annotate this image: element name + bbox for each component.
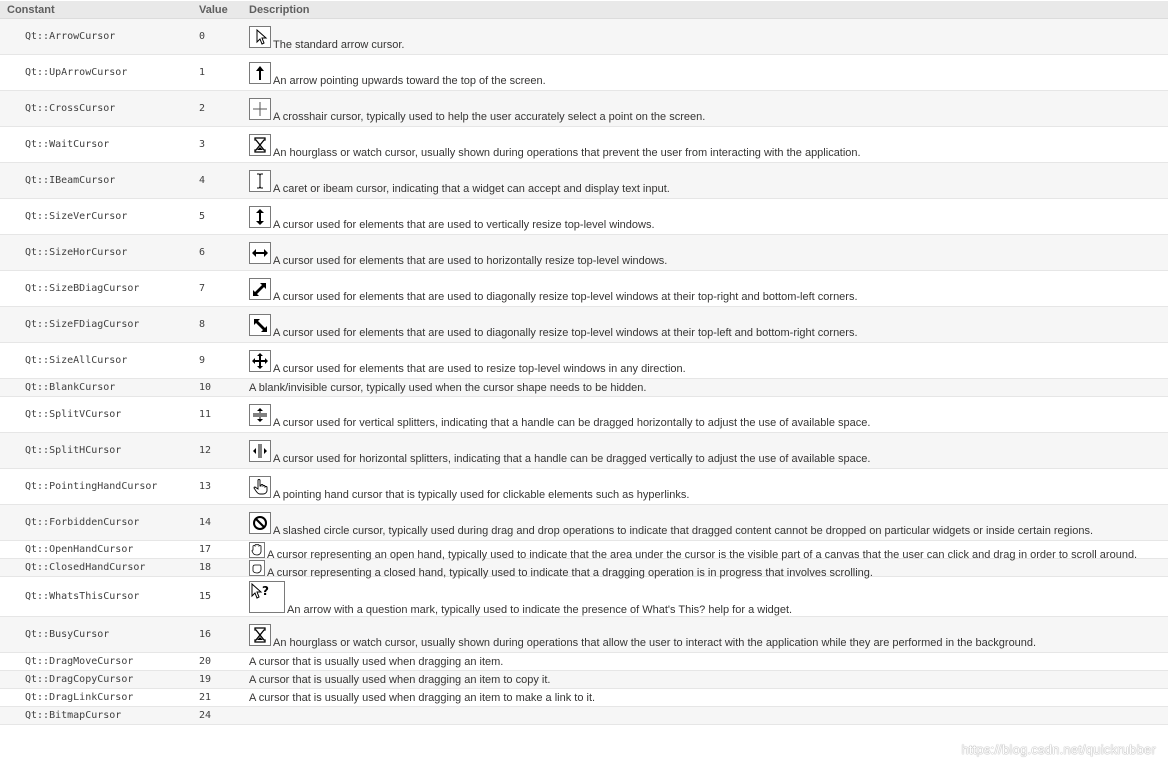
split-v-cursor-icon xyxy=(249,404,271,426)
description-text: A cursor used for elements that are used to horizontally resize top-level windows. xyxy=(273,254,668,267)
pointing-hand-cursor-icon xyxy=(249,476,271,498)
table-row xyxy=(0,127,1168,163)
value-cell: 5 xyxy=(197,199,247,235)
constant-cell: Qt::DragCopyCursor xyxy=(0,671,197,689)
description-text: The standard arrow cursor. xyxy=(273,38,405,51)
description-text: An arrow with a question mark, typically used to indicate the presence of What's This? help for a widget. xyxy=(287,603,793,616)
hourglass-cursor-icon xyxy=(249,134,271,156)
constant-cell: Qt::BlankCursor xyxy=(0,379,197,397)
table-row xyxy=(0,343,1168,379)
constant-cell: Qt::SizeVerCursor xyxy=(0,199,197,235)
constant-cell: Qt::DragMoveCursor xyxy=(0,653,197,671)
constant-cell: Qt::SplitHCursor xyxy=(0,433,197,469)
busy-cursor-icon xyxy=(249,624,271,646)
description-text: An hourglass or watch cursor, usually shown during operations that prevent the user from interacting with the application. xyxy=(273,146,861,159)
description-cell: A cursor that is usually used when dragging an item to make a link to it. xyxy=(247,689,1168,707)
size-vertical-cursor-icon xyxy=(249,206,271,228)
description-cell: A cursor that is usually used when dragging an item. xyxy=(247,653,1168,671)
description-text: A cursor representing an open hand, typically used to indicate that the area under the cursor is the visible part of a canvas that the user can click and drag in order to scroll around. xyxy=(267,548,1138,561)
table-row xyxy=(0,235,1168,271)
table-row xyxy=(0,271,1168,307)
constant-cell: Qt::SplitVCursor xyxy=(0,397,197,433)
table-row xyxy=(0,505,1168,541)
description-text: A slashed circle cursor, typically used during drag and drop operations to indicate that dragged content cannot be dropped on particular widgets or inside certain regions. xyxy=(273,524,1093,537)
table-row xyxy=(0,163,1168,199)
description-cell xyxy=(247,235,1168,271)
table-header-row xyxy=(0,1,1168,19)
up-arrow-cursor-icon xyxy=(249,62,271,84)
value-cell: 11 xyxy=(197,397,247,433)
ibeam-cursor-icon xyxy=(249,170,271,192)
description-text: A cursor used for horizontal splitters, indicating that a handle can be dragged vertically to adjust the use of available space. xyxy=(273,452,871,465)
size-bdiag-cursor-icon xyxy=(249,278,271,300)
table-row xyxy=(0,541,1168,559)
whats-this-cursor-icon xyxy=(249,581,285,613)
svg-text:?: ? xyxy=(262,583,269,598)
value-cell: 0 xyxy=(197,19,247,55)
constant-cell: Qt::WaitCursor xyxy=(0,127,197,163)
value-cell: 18 xyxy=(197,559,247,577)
table-row xyxy=(0,397,1168,433)
description-text: A crosshair cursor, typically used to help the user accurately select a point on the screen. xyxy=(273,110,706,123)
value-cell: 13 xyxy=(197,469,247,505)
description-cell xyxy=(247,199,1168,235)
description-cell xyxy=(247,541,1168,559)
constant-cell: Qt::CrossCursor xyxy=(0,91,197,127)
constant-cell: Qt::SizeBDiagCursor xyxy=(0,271,197,307)
description-text: A cursor used for elements that are used to resize top-level windows in any direction. xyxy=(273,362,686,375)
value-cell: 21 xyxy=(197,689,247,707)
open-hand-cursor-icon xyxy=(249,542,265,558)
split-h-cursor-icon xyxy=(249,440,271,462)
description-text: A pointing hand cursor that is typically used for clickable elements such as hyperlinks. xyxy=(273,488,690,501)
header-constant: Constant xyxy=(0,1,197,19)
constant-cell: Qt::DragLinkCursor xyxy=(0,689,197,707)
description-cell xyxy=(247,559,1168,577)
description-text: A cursor used for elements that are used to diagonally resize top-level windows at their top-right and bottom-left corners. xyxy=(273,290,858,303)
table-row xyxy=(0,19,1168,55)
description-cell xyxy=(247,433,1168,469)
value-cell: 1 xyxy=(197,55,247,91)
value-cell: 6 xyxy=(197,235,247,271)
size-all-cursor-icon xyxy=(249,350,271,372)
description-text: An hourglass or watch cursor, usually shown during operations that allow the user to interact with the application while they are performed in the background. xyxy=(273,636,1037,649)
description-cell xyxy=(247,55,1168,91)
table-row xyxy=(0,55,1168,91)
description-text: A cursor used for elements that are used to vertically resize top-level windows. xyxy=(273,218,655,231)
description-cell xyxy=(247,19,1168,55)
description-cell xyxy=(247,163,1168,199)
table-row xyxy=(0,707,1168,725)
table-row xyxy=(0,433,1168,469)
forbidden-cursor-icon xyxy=(249,512,271,534)
value-cell: 3 xyxy=(197,127,247,163)
value-cell: 2 xyxy=(197,91,247,127)
description-cell xyxy=(247,577,1168,617)
description-text: A cursor used for elements that are used to diagonally resize top-level windows at their top-left and bottom-right corners. xyxy=(273,326,858,339)
value-cell: 10 xyxy=(197,379,247,397)
value-cell: 17 xyxy=(197,541,247,559)
description-cell xyxy=(247,91,1168,127)
value-cell: 15 xyxy=(197,577,247,617)
description-text: A cursor used for vertical splitters, indicating that a handle can be dragged horizontally to adjust the use of available space. xyxy=(273,416,871,429)
value-cell: 20 xyxy=(197,653,247,671)
constant-cell: Qt::SizeAllCursor xyxy=(0,343,197,379)
table-row xyxy=(0,559,1168,577)
description-text: A caret or ibeam cursor, indicating that a widget can accept and display text input. xyxy=(273,182,670,195)
constant-cell: Qt::SizeHorCursor xyxy=(0,235,197,271)
value-cell: 8 xyxy=(197,307,247,343)
constant-cell: Qt::ClosedHandCursor xyxy=(0,559,197,577)
arrow-cursor-icon xyxy=(249,26,271,48)
constant-cell: Qt::BitmapCursor xyxy=(0,707,197,725)
table-row xyxy=(0,689,1168,707)
description-cell: A blank/invisible cursor, typically used when the cursor shape needs to be hidden. xyxy=(247,379,1168,397)
description-cell xyxy=(247,127,1168,163)
constant-cell: Qt::ArrowCursor xyxy=(0,19,197,55)
constant-cell: Qt::PointingHandCursor xyxy=(0,469,197,505)
value-cell: 9 xyxy=(197,343,247,379)
table-row xyxy=(0,91,1168,127)
header-description: Description xyxy=(247,1,1168,19)
description-text: A cursor representing a closed hand, typically used to indicate that a dragging operation is in progress that involves scrolling. xyxy=(267,566,873,579)
constant-cell: Qt::UpArrowCursor xyxy=(0,55,197,91)
description-cell xyxy=(247,307,1168,343)
size-horizontal-cursor-icon xyxy=(249,242,271,264)
constant-cell: Qt::SizeFDiagCursor xyxy=(0,307,197,343)
value-cell: 24 xyxy=(197,707,247,725)
table-row xyxy=(0,671,1168,689)
table-row xyxy=(0,469,1168,505)
description-cell xyxy=(247,469,1168,505)
value-cell: 14 xyxy=(197,505,247,541)
constant-cell: Qt::BusyCursor xyxy=(0,617,197,653)
value-cell: 16 xyxy=(197,617,247,653)
description-cell xyxy=(247,707,1168,725)
constant-cell: Qt::ForbiddenCursor xyxy=(0,505,197,541)
cross-cursor-icon xyxy=(249,98,271,120)
description-text: An arrow pointing upwards toward the top of the screen. xyxy=(273,74,546,87)
description-cell xyxy=(247,343,1168,379)
table-row xyxy=(0,199,1168,235)
closed-hand-cursor-icon xyxy=(249,560,265,576)
constant-cell: Qt::WhatsThisCursor xyxy=(0,577,197,617)
description-cell xyxy=(247,397,1168,433)
description-cell xyxy=(247,505,1168,541)
table-row xyxy=(0,307,1168,343)
value-cell: 19 xyxy=(197,671,247,689)
table-row xyxy=(0,617,1168,653)
value-cell: 12 xyxy=(197,433,247,469)
table-row xyxy=(0,577,1168,617)
constant-cell: Qt::IBeamCursor xyxy=(0,163,197,199)
description-cell: A cursor that is usually used when dragging an item to copy it. xyxy=(247,671,1168,689)
description-cell xyxy=(247,271,1168,307)
table-row xyxy=(0,653,1168,671)
table-row xyxy=(0,379,1168,397)
description-cell xyxy=(247,617,1168,653)
header-value: Value xyxy=(197,1,247,19)
constant-cell: Qt::OpenHandCursor xyxy=(0,541,197,559)
value-cell: 7 xyxy=(197,271,247,307)
size-fdiag-cursor-icon xyxy=(249,314,271,336)
watermark: https://blog.csdn.net/quickrubber xyxy=(961,742,1156,757)
value-cell: 4 xyxy=(197,163,247,199)
cursor-shape-table xyxy=(0,1,1168,725)
